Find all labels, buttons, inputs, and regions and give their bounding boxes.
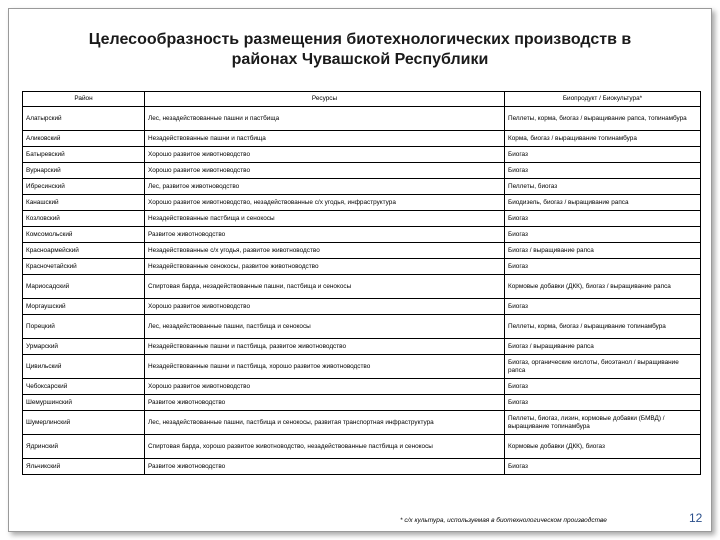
district-cell: Шумерлинский [23, 411, 145, 435]
district-cell: Мариосадский [23, 275, 145, 299]
table-header-row [23, 92, 701, 107]
product-cell: Биогаз [505, 227, 701, 243]
table-row [23, 163, 701, 179]
resources-cell: Спиртовая барда, незадействованные пашни, пастбища и сенокосы [145, 275, 505, 299]
header-district: Район [23, 92, 145, 107]
resources-cell: Хорошо развитое животноводство [145, 299, 505, 315]
district-cell: Урмарский [23, 339, 145, 355]
product-cell: Биогаз [505, 459, 701, 475]
table-row [23, 131, 701, 147]
district-cell: Батыревский [23, 147, 145, 163]
product-cell: Пеллеты, биогаз [505, 179, 701, 195]
product-cell: Корма, биогаз / выращивание топинамбура [505, 131, 701, 147]
table-row [23, 147, 701, 163]
resources-cell: Лес, развитое животноводство [145, 179, 505, 195]
product-cell: Биогаз, органические кислоты, биоэтанол / выращивание рапса [505, 355, 701, 379]
title-line-2: районах Чувашской Республики [231, 51, 489, 68]
table-row [23, 259, 701, 275]
table-row [23, 459, 701, 475]
product-cell: Биодизель, биогаз / выращивание рапса [505, 195, 701, 211]
product-cell: Пеллеты, корма, биогаз / выращивание топинамбура [505, 315, 701, 339]
resources-cell: Незадействованные пашни и пастбища [145, 131, 505, 147]
resources-cell: Спиртовая барда, хорошо развитое животноводство, незадействованные пастбища и сенокосы [145, 435, 505, 459]
resources-cell: Развитое животноводство [145, 459, 505, 475]
resources-cell: Хорошо развитое животноводство [145, 379, 505, 395]
table-row [23, 275, 701, 299]
product-cell: Биогаз [505, 163, 701, 179]
resources-cell: Хорошо развитое животноводство [145, 163, 505, 179]
district-cell: Чебоксарский [23, 379, 145, 395]
table-row [23, 395, 701, 411]
district-cell: Козловский [23, 211, 145, 227]
header-product: Биопродукт / Биокультура* [505, 92, 701, 107]
district-cell: Канашский [23, 195, 145, 211]
title-line-1: Целесообразность размещения биотехнологических производств в [88, 31, 632, 48]
product-cell: Биогаз [505, 259, 701, 275]
product-cell: Кормовые добавки (ДКК), биогаз / выращивание рапса [505, 275, 701, 299]
footnote: * с/х культура, используемая в биотехнологическом производстве [400, 517, 607, 524]
resources-cell: Лес, незадействованные пашни, пастбища и сенокосы, развитая транспортная инфраструктура [145, 411, 505, 435]
product-cell: Биогаз [505, 211, 701, 227]
product-cell: Пеллеты, биогаз, лизин, кормовые добавки (БМВД) / выращивание топинамбура [505, 411, 701, 435]
table-row [23, 355, 701, 379]
table-row [23, 435, 701, 459]
resources-cell: Незадействованные пастбища и сенокосы [145, 211, 505, 227]
district-cell: Цивильский [23, 355, 145, 379]
table-row [23, 195, 701, 211]
product-cell: Биогаз [505, 395, 701, 411]
table-row [23, 315, 701, 339]
district-cell: Красноармейский [23, 243, 145, 259]
district-cell: Ибресинский [23, 179, 145, 195]
table-row [23, 211, 701, 227]
resources-cell: Лес, незадействованные пашни, пастбища и сенокосы [145, 315, 505, 339]
district-cell: Яльчикский [23, 459, 145, 475]
district-cell: Комсомольский [23, 227, 145, 243]
table-row [23, 299, 701, 315]
resources-cell: Хорошо развитое животноводство, незадействованные с/х угодья, инфраструктура [145, 195, 505, 211]
table-row [23, 411, 701, 435]
district-cell: Красночетайский [23, 259, 145, 275]
product-cell: Биогаз / выращивание рапса [505, 339, 701, 355]
slide-title [0, 30, 720, 70]
resources-cell: Незадействованные с/х угодья, развитое животноводство [145, 243, 505, 259]
table-row [23, 179, 701, 195]
table-body [23, 107, 701, 475]
table-row [23, 227, 701, 243]
resources-cell: Развитое животноводство [145, 395, 505, 411]
district-cell: Шемуршинский [23, 395, 145, 411]
product-cell: Кормовые добавки (ДКК), биогаз [505, 435, 701, 459]
resources-cell: Незадействованные пашни и пастбища, развитое животноводство [145, 339, 505, 355]
table-row [23, 339, 701, 355]
resources-cell: Хорошо развитое животноводство [145, 147, 505, 163]
districts-table [22, 91, 701, 475]
table-row [23, 107, 701, 131]
product-cell: Пеллеты, корма, биогаз / выращивание рапса, топинамбура [505, 107, 701, 131]
table-row [23, 379, 701, 395]
product-cell: Биогаз [505, 299, 701, 315]
product-cell: Биогаз / выращивание рапса [505, 243, 701, 259]
district-cell: Порецкий [23, 315, 145, 339]
resources-cell: Развитое животноводство [145, 227, 505, 243]
product-cell: Биогаз [505, 379, 701, 395]
header-resources: Ресурсы [145, 92, 505, 107]
page-number: 12 [689, 511, 703, 525]
product-cell: Биогаз [505, 147, 701, 163]
resources-cell: Незадействованные сенокосы, развитое животноводство [145, 259, 505, 275]
table-row [23, 243, 701, 259]
district-cell: Ядринский [23, 435, 145, 459]
district-cell: Вурнарский [23, 163, 145, 179]
resources-cell: Незадействованные пашни и пастбища, хорошо развитое животноводство [145, 355, 505, 379]
district-cell: Аликовский [23, 131, 145, 147]
resources-cell: Лес, незадействованные пашни и пастбища [145, 107, 505, 131]
district-cell: Алатырский [23, 107, 145, 131]
district-cell: Моргаушский [23, 299, 145, 315]
